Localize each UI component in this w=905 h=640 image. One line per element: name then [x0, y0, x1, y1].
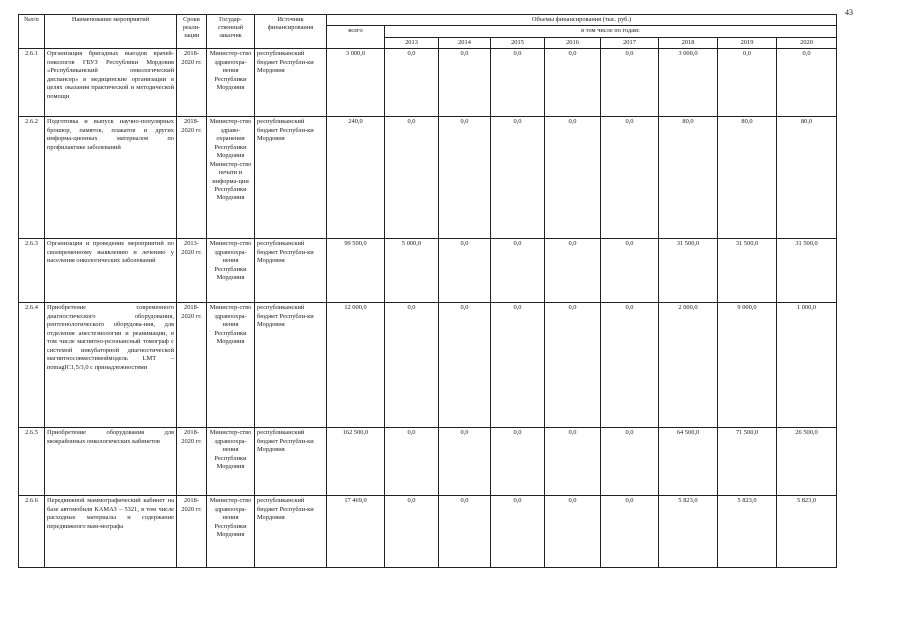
row-num: 2.6.2: [19, 117, 45, 239]
financing-table: [18, 14, 837, 568]
row-total: 162 500,0: [327, 428, 385, 496]
row-year-2018: 80,0: [659, 117, 718, 239]
header-total: всего: [327, 26, 385, 49]
row-year-2013: 5 000,0: [385, 239, 439, 303]
table-row: [19, 117, 837, 239]
row-year-2020: 80,0: [777, 117, 837, 239]
row-name: Приобретение оборудования для межрайонных онкологических кабинетов: [45, 428, 177, 496]
header-name: Наименование мероприятий: [45, 15, 177, 49]
header-by-year: в том числе по годам:: [385, 26, 837, 37]
table-row: [19, 49, 837, 117]
header-row-1: [19, 15, 837, 26]
row-year-2020: 0,0: [777, 49, 837, 117]
row-source: республиканский бюджет Республи-ки Мордовия: [255, 496, 327, 568]
header-customer: Государ-ственный заказчик: [207, 15, 255, 49]
row-name: Передвижной маммографический кабинет на базе автомобиля КАМАЗ – 5321, в том числе расходные материалы и содержание передвижного мам-мографа: [45, 496, 177, 568]
row-source: республиканский бюджет Республи-ки Мордовия: [255, 49, 327, 117]
row-year-2015: 0,0: [491, 303, 545, 428]
row-year-2016: 0,0: [545, 428, 601, 496]
row-num: 2.6.5: [19, 428, 45, 496]
row-customer: Министер-ство здравоохра-нения Республики Мордовия: [207, 239, 255, 303]
row-year-2018: 31 500,0: [659, 239, 718, 303]
row-year-2016: 0,0: [545, 496, 601, 568]
row-year-2016: 0,0: [545, 49, 601, 117]
row-num: 2.6.6: [19, 496, 45, 568]
row-year-2016: 0,0: [545, 117, 601, 239]
row-source: республиканский бюджет Республи-ки Мордовия: [255, 303, 327, 428]
table-row: [19, 428, 837, 496]
header-year-2013: 2013: [385, 37, 439, 48]
row-year-2020: 5 823,0: [777, 496, 837, 568]
row-year-2017: 0,0: [601, 49, 659, 117]
row-year-2017: 0,0: [601, 428, 659, 496]
row-year-2017: 0,0: [601, 239, 659, 303]
row-year-2017: 0,0: [601, 117, 659, 239]
row-source: республиканский бюджет Республи-ки Мордовия: [255, 239, 327, 303]
row-year-2013: 0,0: [385, 496, 439, 568]
row-year-2015: 0,0: [491, 117, 545, 239]
header-year-2015: 2015: [491, 37, 545, 48]
row-year-2017: 0,0: [601, 496, 659, 568]
row-total: 3 000,0: [327, 49, 385, 117]
row-customer: Министер-ство здравоохра-нения Республики Мордовия: [207, 49, 255, 117]
row-customer: Министер-ство здравоохра-нения Республики Мордовия: [207, 303, 255, 428]
row-num: 2.6.3: [19, 239, 45, 303]
header-source: Источник финансирования: [255, 15, 327, 49]
header-year-2019: 2019: [718, 37, 777, 48]
row-year-2019: 80,0: [718, 117, 777, 239]
header-num: №п/п: [19, 15, 45, 49]
row-year-2015: 0,0: [491, 239, 545, 303]
row-year-2014: 0,0: [439, 303, 491, 428]
row-year-2018: 3 000,0: [659, 49, 718, 117]
row-source: республиканский бюджет Республи-ки Мордовия: [255, 117, 327, 239]
row-term: 2018-2020 гг.: [177, 49, 207, 117]
header-year-2018: 2018: [659, 37, 718, 48]
row-year-2013: 0,0: [385, 303, 439, 428]
row-year-2019: 71 500,0: [718, 428, 777, 496]
row-name: Подготовка и выпуск научно-популярных брошюр, памяток, плакатов и других информа-ционных материалов по профилактике заболеваний: [45, 117, 177, 239]
page-number: 43: [845, 8, 853, 17]
row-year-2017: 0,0: [601, 303, 659, 428]
row-year-2013: 0,0: [385, 49, 439, 117]
row-term: 2018-2020 гг.: [177, 428, 207, 496]
row-num: 2.6.1: [19, 49, 45, 117]
row-total: 240,0: [327, 117, 385, 239]
row-year-2018: 2 000,0: [659, 303, 718, 428]
header-year-2017: 2017: [601, 37, 659, 48]
row-year-2019: 0,0: [718, 49, 777, 117]
header-year-2020: 2020: [777, 37, 837, 48]
row-year-2018: 5 823,0: [659, 496, 718, 568]
row-year-2015: 0,0: [491, 496, 545, 568]
row-year-2019: 9 000,0: [718, 303, 777, 428]
row-year-2018: 64 500,0: [659, 428, 718, 496]
row-term: 2018-2020 гг.: [177, 117, 207, 239]
row-year-2016: 0,0: [545, 239, 601, 303]
header-year-2016: 2016: [545, 37, 601, 48]
row-year-2014: 0,0: [439, 428, 491, 496]
row-name: Приобретение современного диагностического оборудования, рентгенологического оборудова-ния, для отделения анестезиологии и реанимации, в том числе магнитно-резонансный томограф с системой инкубаторной диагностической магнитносовместимоймодель LMT – nomagIC1,5/3,0 с принадлежностями: [45, 303, 177, 428]
row-year-2020: 31 500,0: [777, 239, 837, 303]
row-year-2013: 0,0: [385, 428, 439, 496]
row-year-2015: 0,0: [491, 49, 545, 117]
row-name: Организация бригадных выездов врачей-онкологов ГБУЗ Республики Мордовия «Республиканский онкологический диспансер» в медицинские организации в целях оказания практической и методической помощи: [45, 49, 177, 117]
row-name: Организация и проведение мероприятий по своевременному выявлению и лечению у населения онкологических заболеваний: [45, 239, 177, 303]
row-year-2016: 0,0: [545, 303, 601, 428]
row-year-2014: 0,0: [439, 239, 491, 303]
table-row: [19, 303, 837, 428]
row-source: республиканский бюджет Республи-ки Мордовия: [255, 428, 327, 496]
row-total: 12 000,0: [327, 303, 385, 428]
row-customer: Министер-ство здравоохра-нения Республики Мордовия: [207, 428, 255, 496]
row-year-2019: 31 500,0: [718, 239, 777, 303]
row-num: 2.6.4: [19, 303, 45, 428]
row-customer: Министер-ство здраво-охранения Республики Мордовия Министер-ство печати и информа-ции Республики Мордовия: [207, 117, 255, 239]
header-term: Сроки реали-зации: [177, 15, 207, 49]
row-year-2015: 0,0: [491, 428, 545, 496]
row-year-2014: 0,0: [439, 117, 491, 239]
table-row: [19, 496, 837, 568]
row-year-2013: 0,0: [385, 117, 439, 239]
header-year-2014: 2014: [439, 37, 491, 48]
row-customer: Министер-ство здравоохра-нения Республики Мордовия: [207, 496, 255, 568]
row-term: 2013-2020 гг.: [177, 239, 207, 303]
row-term: 2018-2020 гг.: [177, 303, 207, 428]
row-year-2020: 26 500,0: [777, 428, 837, 496]
row-total: 99 500,0: [327, 239, 385, 303]
row-year-2020: 1 000,0: [777, 303, 837, 428]
row-year-2014: 0,0: [439, 49, 491, 117]
table-row: [19, 239, 837, 303]
header-volume: Объемы финансирования (тыс. руб.): [327, 15, 837, 26]
row-year-2014: 0,0: [439, 496, 491, 568]
row-term: 2018-2020 гг.: [177, 496, 207, 568]
row-year-2019: 5 823,0: [718, 496, 777, 568]
row-total: 17 469,0: [327, 496, 385, 568]
